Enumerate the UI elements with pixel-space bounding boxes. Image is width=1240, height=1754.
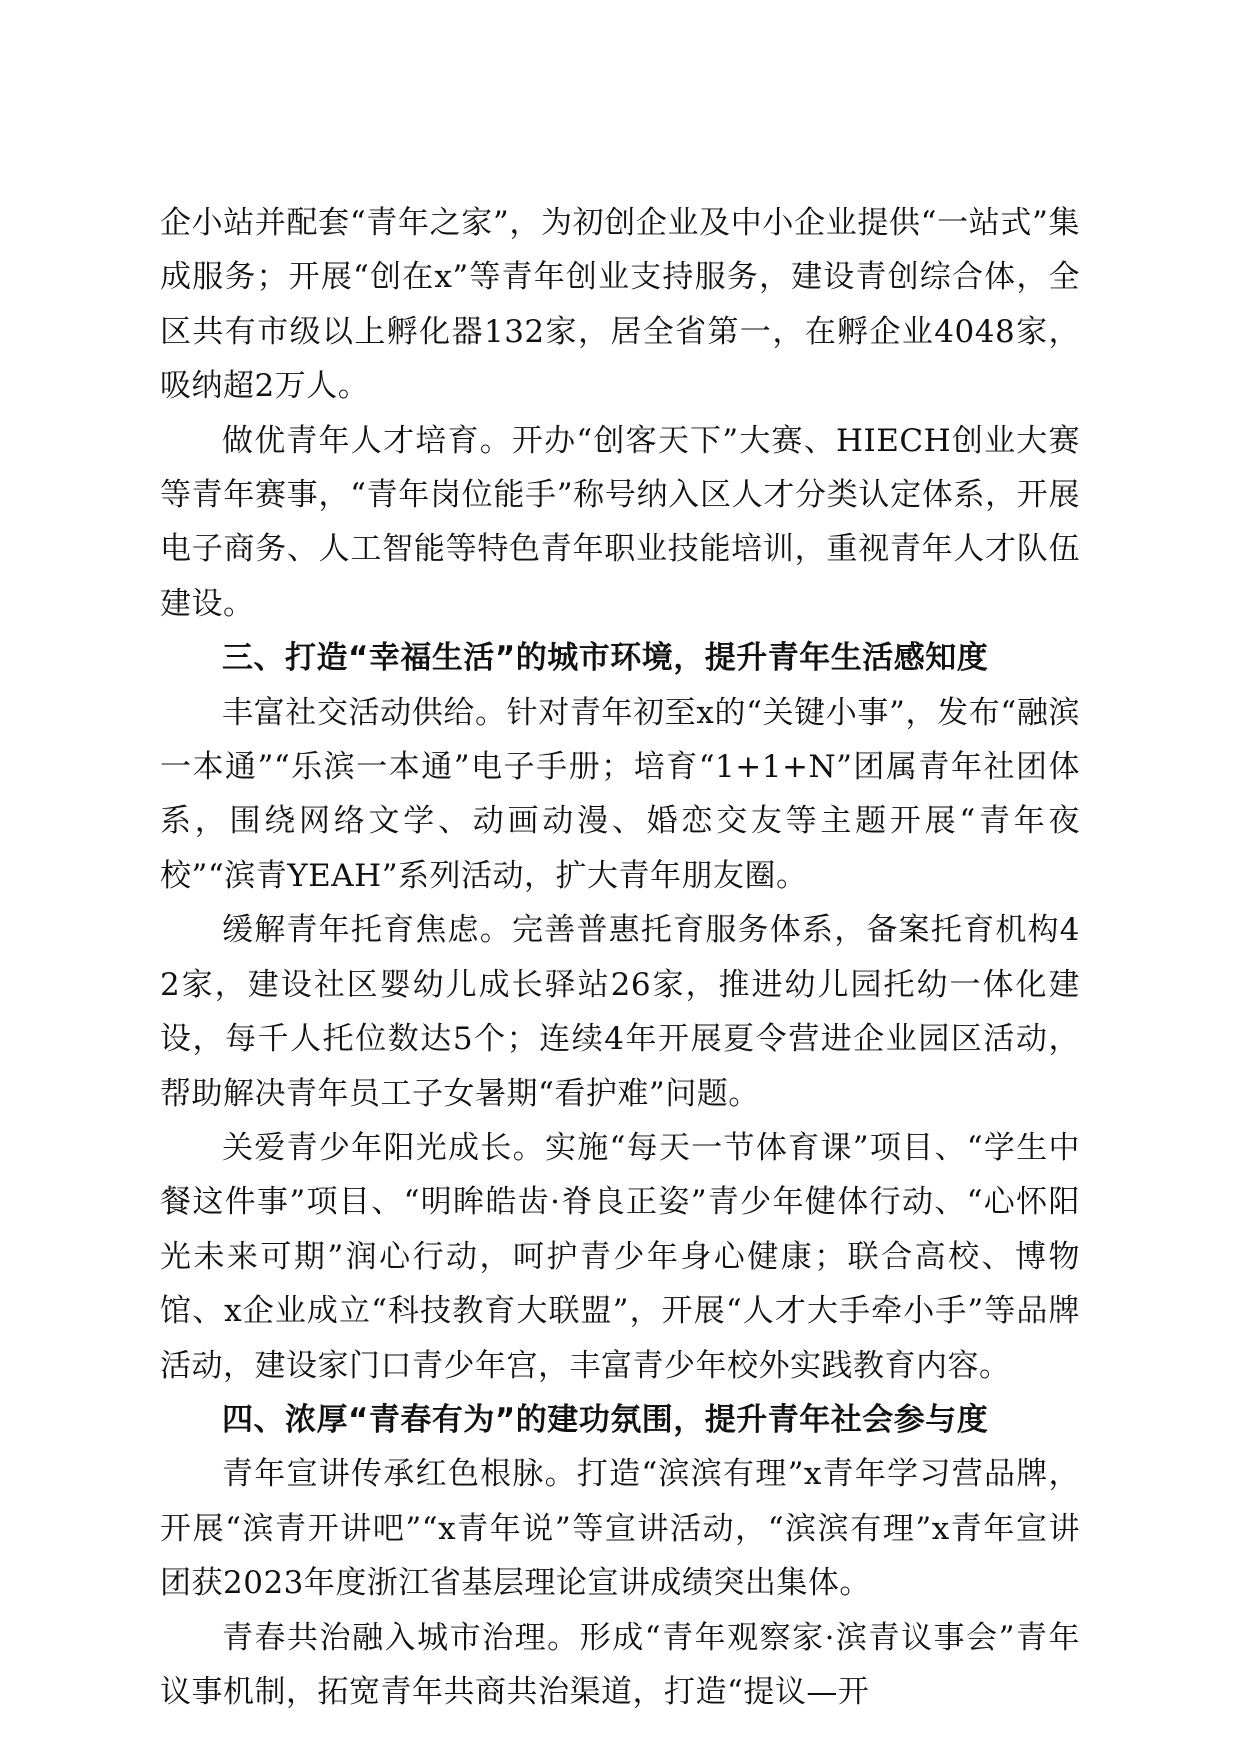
paragraph-youth-lectures: 青年宣讲传承红色根脉。打造“滨滨有理”x青年学习营品牌，开展“滨青开讲吧”“x青年说”等宣讲活动，“滨滨有理”x青年宣讲团获2023年度浙江省基层理论宣讲成绩突出集体。 bbox=[160, 1456, 1080, 1602]
paragraph-youth-governance: 青春共治融入城市治理。形成“青年观察家·滨青议事会”青年议事机制，拓宽青年共商共治渠道，打造“提议—开 bbox=[160, 1619, 1080, 1710]
paragraph-continuation: 企小站并配套“青年之家”，为初创企业及中小企业提供“一站式”集成服务；开展“创在x”等青年创业支持服务，建设青创综合体，全区共有市级以上孵化器132家，居全省第一，在孵企业4048家，吸纳超2万人。 bbox=[160, 205, 1080, 405]
document-page bbox=[160, 196, 1080, 1719]
paragraph-social-activities: 丰富社交活动供给。针对青年初至x的“关键小事”，发布“融滨一本通”“乐滨一本通”电子手册；培育“1+1+N”团属青年社团体系，围绕网络文学、动画动漫、婚恋交友等主题开展“青年夜校”“滨青YEAH”系列活动，扩大青年朋友圈。 bbox=[160, 694, 1080, 894]
section-heading-4: 四、浓厚“青春有为”的建功氛围，提升青年社会参与度 bbox=[222, 1401, 989, 1438]
paragraph-youth-growth: 关爱青少年阳光成长。实施“每天一节体育课”项目、“学生中餐这件事”项目、“明眸皓齿·脊良正姿”青少年健体行动、“心怀阳光未来可期”润心行动，呵护青少年身心健康；联合高校、博物馆、x企业成立“科技教育大联盟”，开展“人才大手牵小手”等品牌活动，建设家门口青少年宫，丰富青少年校外实践教育内容。 bbox=[160, 1129, 1080, 1384]
paragraph-childcare: 缓解青年托育焦虑。完善普惠托育服务体系，备案托育机构42家，建设社区婴幼儿成长驿站26家，推进幼儿园托幼一体化建设，每千人托位数达5个；连续4年开展夏令营进企业园区活动，帮助解决青年员工子女暑期“看护难”问题。 bbox=[160, 912, 1080, 1112]
section-heading-3: 三、打造“幸福生活”的城市环境，提升青年生活感知度 bbox=[222, 640, 989, 677]
paragraph-talent-training: 做优青年人才培育。开办“创客天下”大赛、HIECH创业大赛等青年赛事，“青年岗位能手”称号纳入区人才分类认定体系，开展电子商务、人工智能等特色青年职业技能培训，重视青年人才队伍建设。 bbox=[160, 422, 1080, 622]
